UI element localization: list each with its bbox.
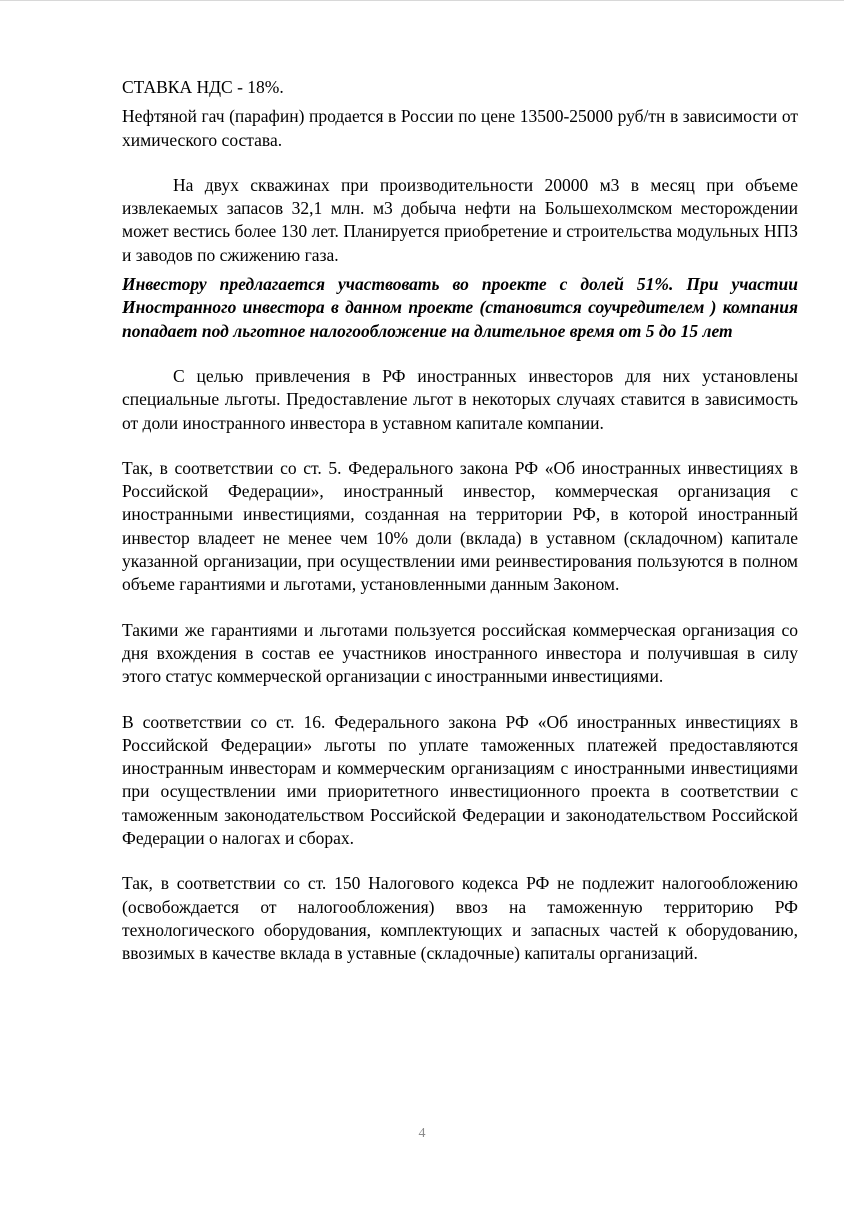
paragraph-tax-code-article-150: Так, в соответствии со ст. 150 Налогового кодекса РФ не подлежит налогообложению (освобождается от налогообложения) ввоз на таможенную территорию РФ технологического оборудования, комплектующих и запасных частей к оборудованию, ввозимых в качестве вклада в уставные (складочные) капиталы организаций.: [122, 873, 798, 964]
document-page: [122, 76, 798, 966]
page-number: 4: [418, 1126, 426, 1141]
paragraph-paraffin-price: Нефтяной гач (парафин) продается в России по цене 13500-25000 руб/тн в зависимости от химического состава.: [122, 106, 798, 150]
paragraph-federal-law-article-5: Так, в соответствии со ст. 5. Федерального закона РФ «Об иностранных инвестициях в Российской Федерации», иностранный инвестор, коммерческая организация с иностранными инвестициями, созданная на территории РФ, в которой иностранный инвестор владеет не менее чем 10% доли (вклада) в уставном (складочном) капитале указанной организации, при осуществлении ими реинвестирования пользуются в полном объеме гарантиями и льготами, установленными данным Законом.: [122, 457, 798, 595]
paragraph-federal-law-article-16: В соответствии со ст. 16. Федерального закона РФ «Об иностранных инвестициях в Российской Федерации» льготы по уплате таможенных платежей предоставляются иностранным инвесторам и коммерческим организациям с иностранными инвестициями при осуществлении ими приоритетного инвестиционного проекта в соответствии с таможенным законодательством Российской Федерации и законодательством Российской Федерации о налогах и сборах.: [122, 711, 798, 849]
paragraph-russian-commercial-organization: Такими же гарантиями и льготами пользуется российская коммерческая организация со дня вхождения в состав ее участников иностранного инвестора и получившая в силу этого статус коммерческой организации с иностранными инвестициями.: [122, 619, 798, 687]
paragraph-foreign-investor-benefits: С целью привлечения в РФ иностранных инвесторов для них установлены специальные льготы. Предоставление льгот в некоторых случаях ставится в зависимость от доли иностранного инвестора в уставном капитале компании.: [122, 365, 798, 433]
paragraph-wells-production: На двух скважинах при производительности 20000 м3 в месяц при объеме извлекаемых запасов 32,1 млн. м3 добыча нефти на Большехолмском месторождении может вестись более 130 лет. Планируется приобретение и строительства модульных НПЗ и заводов по сжижению газа.: [122, 174, 798, 265]
vat-rate-line: СТАВКА НДС - 18%.: [122, 77, 284, 97]
paragraph-investor-offer: Инвестору предлагается участвовать во проекте с долей 51%. При участии Иностранного инвестора в данном проекте (становится соучредителем ) компания попадает под льготное налогообложение на длительное время от 5 до 15 лет: [122, 274, 798, 341]
page-top-border: [0, 0, 844, 1]
